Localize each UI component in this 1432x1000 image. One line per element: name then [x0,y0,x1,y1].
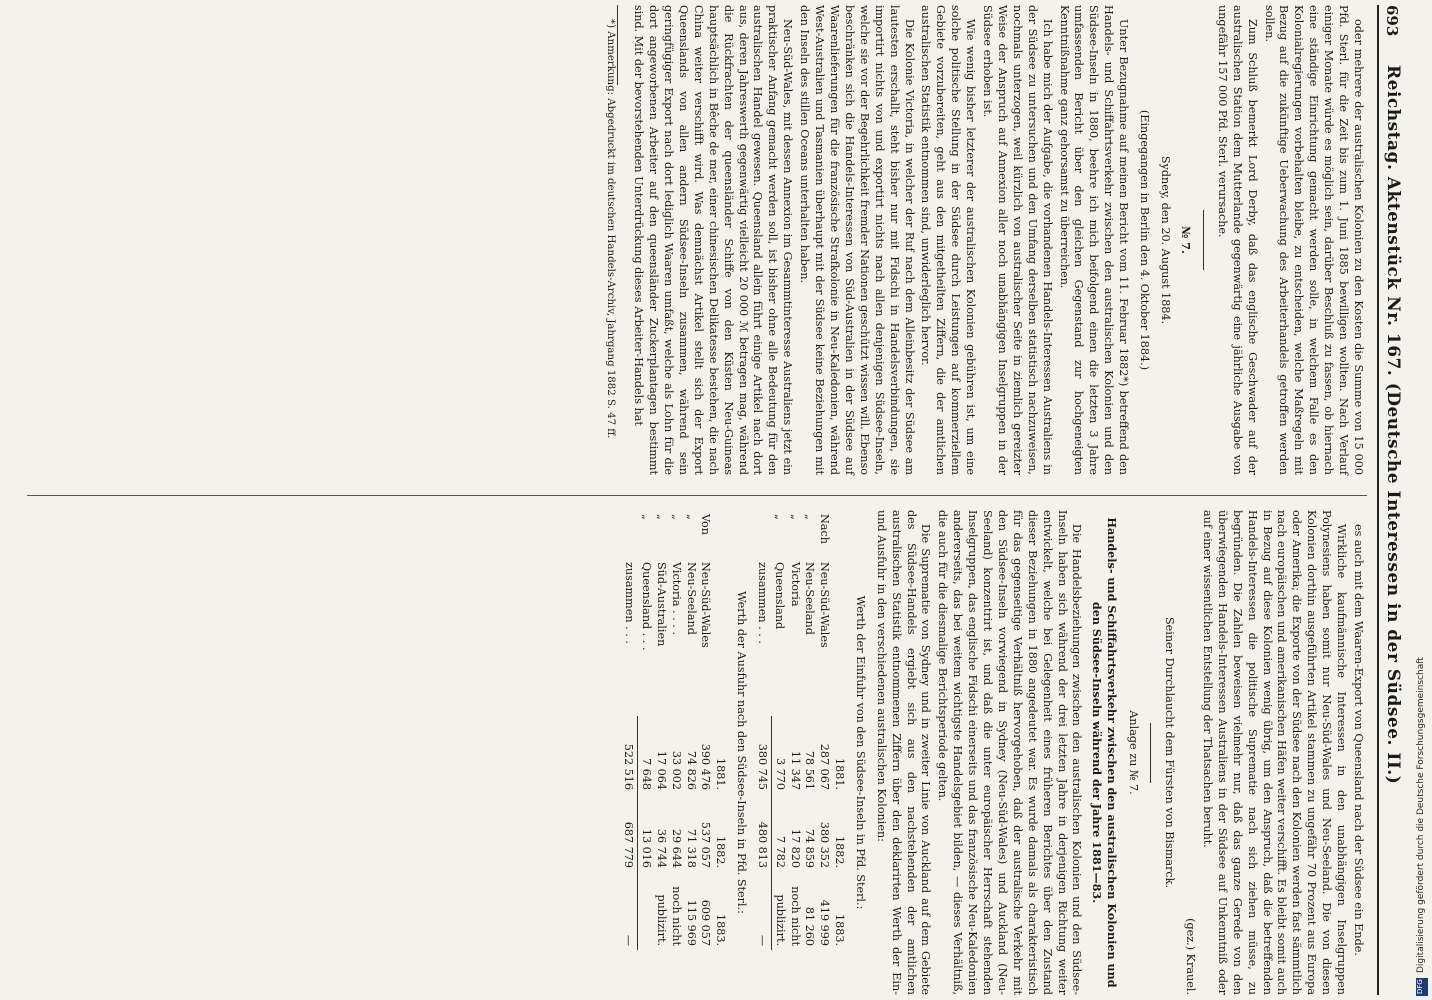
table-row: „ Queensland 3 770 7 782 publizirt. [773,514,787,946]
separator-rule [1203,210,1204,270]
footnote: *) Anmerkung: Abgedruckt im deutschen Handels-Archiv, Jahrgang 1882 S. 47 ff. [605,19,617,439]
paragraph: Ich habe mich der Aufgabe, die vorhandenen Handels-Interessen Australiens in der Südsee zu untersuchen und den Umfang derselben statistisch nachzuweisen, nochmals unterzogen, weil kürzlich von australischer Seite in ziemlich gereizter Weise der Anspruch auf Annexion aller noch unabhängigen Inselgruppen in der Südsee erhoben ist. [981,5,1054,475]
export-table [621,510,728,950]
paragraph: Wirkliche kaufmännische Interessen in den unabhängigen Inselgruppen Polynesiens haben somit nur Neu-Süd-Wales und Neu-Seeland. Die von diesen Kolonien dorthin ausgeführten Artikel stammen zu ungefähr 70 Prozent aus Europa oder Amerika; die Exporte von der Südsee nach den Kolonien werden fast sämmtlich nach europäischen und amerikanischen Häfen weiter verschifft. Es bleibt somit auch in Bezug auf diese Kolonien wenig übrig, um den Anspruch, daß die betreffenden Handels-Interessen die politische Suprematie nach sich ziehen müsse, zu begründen. Die Zahlen beweisen vielmehr nur, daß das ganze Gerede von den überwiegenden Handels-Interessen Australiens in der Südsee auf Unkenntniß oder auf einer wissentlichen Entstellung der Thatsachen beruht. [1200,510,1349,995]
page-number: 693 [1383,5,1401,37]
rotated-page-content [15,5,1415,995]
digitization-sidebar [1416,8,1428,998]
page-header [1377,5,1415,995]
paragraph: Neu-Süd-Wales, mit dessen Annexion im Gesammtinteresse Australiens jetzt ein praktischer Anfang gemacht werden soll, ist bisher ohne alle Bedeutung für den australischen Handel gewesen. Queensland allein führt einige Artikel nach dort aus, deren Jahreswerth gegenwärtig vielleicht 20 000 ℳ betragen mag, während die Rückfrachten der queensländer Schiffe von den Küsten Neu-Guineas hauptsächlich in Bêche de mer, einer chinesischen Delikatesse bestehen, die nach China weiter verschifft wird. Was demnächst Artikel stellt sich der Export Queenslands von allen andern Südsee-Inseln zusammen, während sein geringfügiger Export nach dort lediglich Waaren umfaßt, welche als Lohn für die dort angeworbenen Arbeiter auf den queensländer Zuckerplantagen bestimmt sind. Mit der bevorstehenden Unterdrückung dieses Arbeiter-Handels hat [632,5,795,475]
annex-heading: Handels- und Schiffahrtsverkehr zwischen den australischen Kolonien und den Südsee-Inseln während der Jahre 1881—83. [1090,517,1120,988]
import-table-title: Werth der Einfuhr von den Südsee-Inseln in Pfd. Sterl.: [853,595,867,910]
export-table-title: Werth der Ausfuhr nach den Südsee-Inseln in Pfd. Sterl.: [735,591,749,914]
year-header: 1882. [832,835,846,868]
annex-title: Anlage zu № 7. [1127,710,1141,795]
table-row: Von Neu-Süd-Wales 390 476 537 057 609 057 [699,514,713,946]
running-title: Reichstag. Aktenstück Nr. 167. (Deutsche Interessen in der Südsee. II.) [1383,65,1403,785]
paragraph: Die Suprematie von Sydney und in zweiter Linie von Auckland auf dem Gebiete des Südsee-Handels ergiebt sich aus den nachstehenden der amtlichen australischen Statistik entnommenen Ziffern über den deklarirten Werth der Ein- und Ausfuhr in den verschiedenen australischen Kolonien: [874,510,933,995]
year-header: 1882. [714,835,728,868]
funding-credit: Digitalisierung gefördert durch die Deutsche Forschungsgemeinschaft [1416,657,1426,973]
table-header-row [712,510,727,950]
table-row: „ Victoria 11 347 17 820 noch nicht [788,514,802,946]
table-row: „ Neu-Seeland 74 826 71 318 115 969 [684,514,698,946]
dfg-logo: DFG [1416,978,1428,996]
import-table [754,510,846,950]
paragraph: Die Kolonie Victoria, in welcher der Ruf nach dem Alleinbesitz der Südsee am lautesten erschallt, steht bisher nur mit Fidschi in Handelsverbindungen, sie importirt nichts von und exportirt nichts nach allen denjenigen Südsee-Inseln, welche sie vor der Begehrlichkeit fremder Nationen geschützt wissen will. Ebenso beschränken sich die Handels-Interessen von Süd-Australien in der Südsee auf Waarenlieferungen für die französische Strafkolonie in Neu-Kaledonien, während West-Australien und Tasmanien überhaupt mit der Südsee keine Beziehungen mit den Inseln des stillen Oceans unterhalten haben. [798,5,916,475]
year-header: 1881. [832,757,846,790]
left-column [602,5,1365,475]
table-row: „ Queensland . . . 7 648 13 016 [639,514,654,868]
table-total-row: zusammen . . . 380 745 480 813 — [754,510,771,950]
right-column [615,510,1365,995]
signature-name: (gez.) Krauel. [1184,918,1198,995]
column-divider [27,495,1367,496]
table-total-row: zusammen . . . 522 516 687 779 — [621,510,638,950]
paragraph: Unter Bezugnahme auf meinen Bericht vom 11. Februar 1882*) betreffend den Handels- und Schiffahrtsverkehr zwischen den australischen Kolonien und den Südsee-Inseln in 1880, beehre ich mich beifolgend einen die letzten 3 Jahre umfassenden Bericht über den gleichen Gegenstand zur hochgeneigten Kenntnißnahme ganz gehorsamst zu überreichen. [1057,5,1131,475]
dateline: Sydney, den 20. August 1884. [1159,155,1173,325]
year-header: 1881. [714,757,728,790]
table-row: „ Neu-Seeland 78 561 74 859 81 260 [803,514,817,946]
table-row: Nach Neu-Süd-Wales 287 067 380 352 419 999 [818,514,832,946]
addressee: Seiner Durchlaucht dem Fürsten von Bismarck. [1163,616,1177,889]
table-row: „ Süd-Australien 17 064 36 744 publizirt. [655,514,669,946]
received-note: (Eingegangen in Berlin den 4. Oktober 1884.) [1138,109,1152,371]
footnote-rule [617,5,618,85]
paragraph: Zum Schluß bemerkt Lord Derby, daß das englische Geschwader auf der australischen Station dem Mutterlande gegenwärtig eine jährliche Ausgabe von ungefähr 157 000 Pfd. Sterl. verursache. [1215,5,1259,475]
year-header: 1883. [714,913,728,946]
table-row: „ Victoria . . . . 33 002 29 644 noch nicht [669,514,683,946]
paragraph: es auch mit dem Waaren-Export von Queensland nach der Südsee ein Ende. [1352,524,1365,956]
year-header: 1883. [832,913,846,946]
table-header-row [831,510,846,950]
paragraph: Die Handelsbeziehungen zwischen den australischen Kolonien und den Südsee-Inseln haben sich während der drei letzten Jahre in derjenigen Richtung weiter entwickelt, welche bei Gelegenheit eines früheren Berichtes über den Zustand dieser Beziehungen in 1880 angedeutet war. Es wurde damals als charakteristisch für das gegenseitige Verhältniß hervorgehoben, daß der australische Verkehr mit den Südsee-Inseln vorwiegend in Sydney (Neu-Süd-Wales) und Auckland (Neu-Seeland) konzentrirt ist, und daß die unter europäischer Herrschaft stehenden Inselgruppen, das englische Fidschi einerseits und das französische Neu-Kaledonien andererseits, das bei weitem wichtigste Handelsgebiet bilden, — dieses Verhältniß, die auch für die diesmalige Berichtsperiode gelten. [936,510,1084,995]
paragraph: Wie wenig bisher letzterer der australischen Kolonien gebühren ist, um eine solche politische Stellung in der Südsee durch Leistungen auf kommerziellem Gebiete vorzubereiten, geht aus den mitgetheilten Ziffern, die der amtlichen australischen Statistik entnommen sind, unwiderleglich hervor. [919,5,978,475]
paragraph: oder mehrere der australischen Kolonien zu den Kosten die Summe von 15 000 Pfd. Sterl. für die Zeit bis zum 1. Juni 1885 bewilligen wollten. Nach Verlauf einiger Monate würde es möglich sein, darüber Beschluß zu fassen, ob hiernach eine ständige Einrichtung gemacht werden solle, in welchem Falle es den Kolonialregierungen vorbehalten bleibe, zu entscheiden, welche Maßregeln mit Bezug auf die zukünftige Ueberwachung des Arbeiterhandels getroffen werden sollen. [1262,5,1365,475]
separator-rule [1150,723,1151,783]
document-number: № 7. [1178,226,1193,254]
